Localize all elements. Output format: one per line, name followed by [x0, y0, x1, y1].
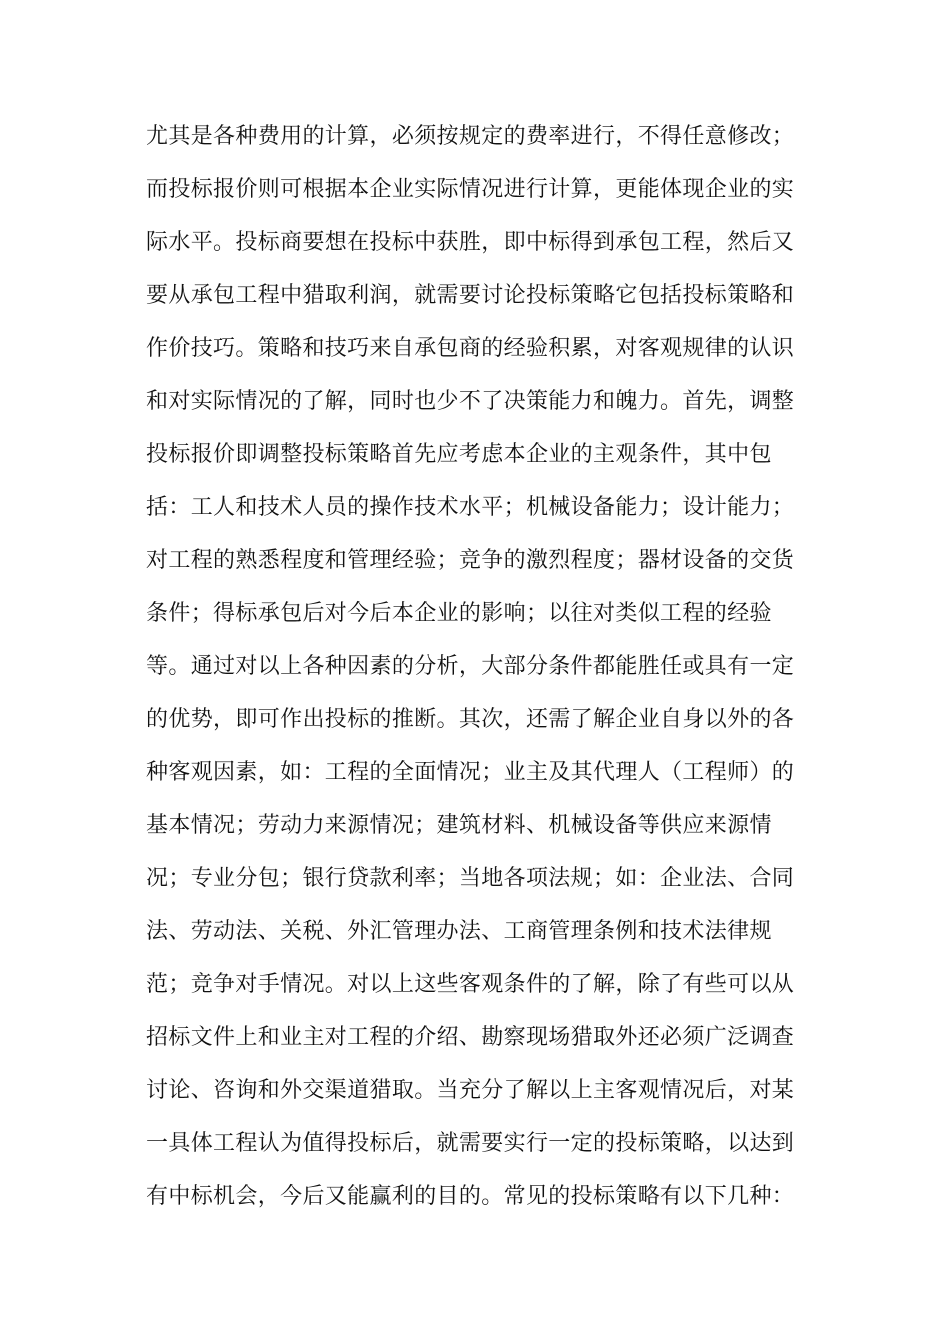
- text-line: 要从承包工程中猎取利润，就需要讨论投标策略它包括投标策略和: [146, 283, 795, 308]
- text-line: 而投标报价则可根据本企业实际情况进行计算，更能体现企业的实: [146, 177, 795, 202]
- text-line: 投标报价即调整投标策略首先应考虑本企业的主观条件，其中包: [146, 442, 772, 467]
- text-line: 一具体工程认为值得投标后，就需要实行一定的投标策略，以达到: [146, 1131, 795, 1156]
- text-line: 条件；得标承包后对今后本企业的影响；以往对类似工程的经验: [146, 601, 772, 626]
- text-line: 作价技巧。策略和技巧来自承包商的经验积累，对客观规律的认识: [146, 336, 795, 361]
- text-line: 范；竞争对手情况。对以上这些客观条件的了解，除了有些可以从: [146, 972, 795, 997]
- text-line: 际水平。投标商要想在投标中获胜，即中标得到承包工程，然后又: [146, 230, 795, 255]
- text-line: 括：工人和技术人员的操作技术水平；机械设备能力；设计能力；: [146, 495, 795, 520]
- text-line: 基本情况；劳动力来源情况；建筑材料、机械设备等供应来源情: [146, 813, 772, 838]
- text-line: 和对实际情况的了解，同时也少不了决策能力和魄力。首先，调整: [146, 389, 795, 414]
- text-line: 种客观因素，如：工程的全面情况；业主及其代理人（工程师）的: [146, 760, 795, 785]
- text-line: 有中标机会，今后又能赢利的目的。常见的投标策略有以下几种：: [146, 1184, 795, 1209]
- text-line: 况；专业分包；银行贷款利率；当地各项法规；如：企业法、合同: [146, 866, 795, 891]
- text-line: 对工程的熟悉程度和管理经验；竞争的激烈程度；器材设备的交货: [146, 548, 795, 573]
- text-line: 法、劳动法、关税、外汇管理办法、工商管理条例和技术法律规: [146, 919, 772, 944]
- text-line: 的优势，即可作出投标的推断。其次，还需了解企业自身以外的各: [146, 707, 795, 732]
- text-line: 尤其是各种费用的计算，必须按规定的费率进行，不得任意修改；: [146, 124, 795, 149]
- text-line: 等。通过对以上各种因素的分析，大部分条件都能胜任或具有一定: [146, 654, 795, 679]
- text-line: 招标文件上和业主对工程的介绍、勘察现场猎取外还必须广泛调查: [146, 1025, 795, 1050]
- text-line: 讨论、咨询和外交渠道猎取。当充分了解以上主客观情况后，对某: [146, 1078, 795, 1103]
- body-paragraph: [146, 118, 806, 1231]
